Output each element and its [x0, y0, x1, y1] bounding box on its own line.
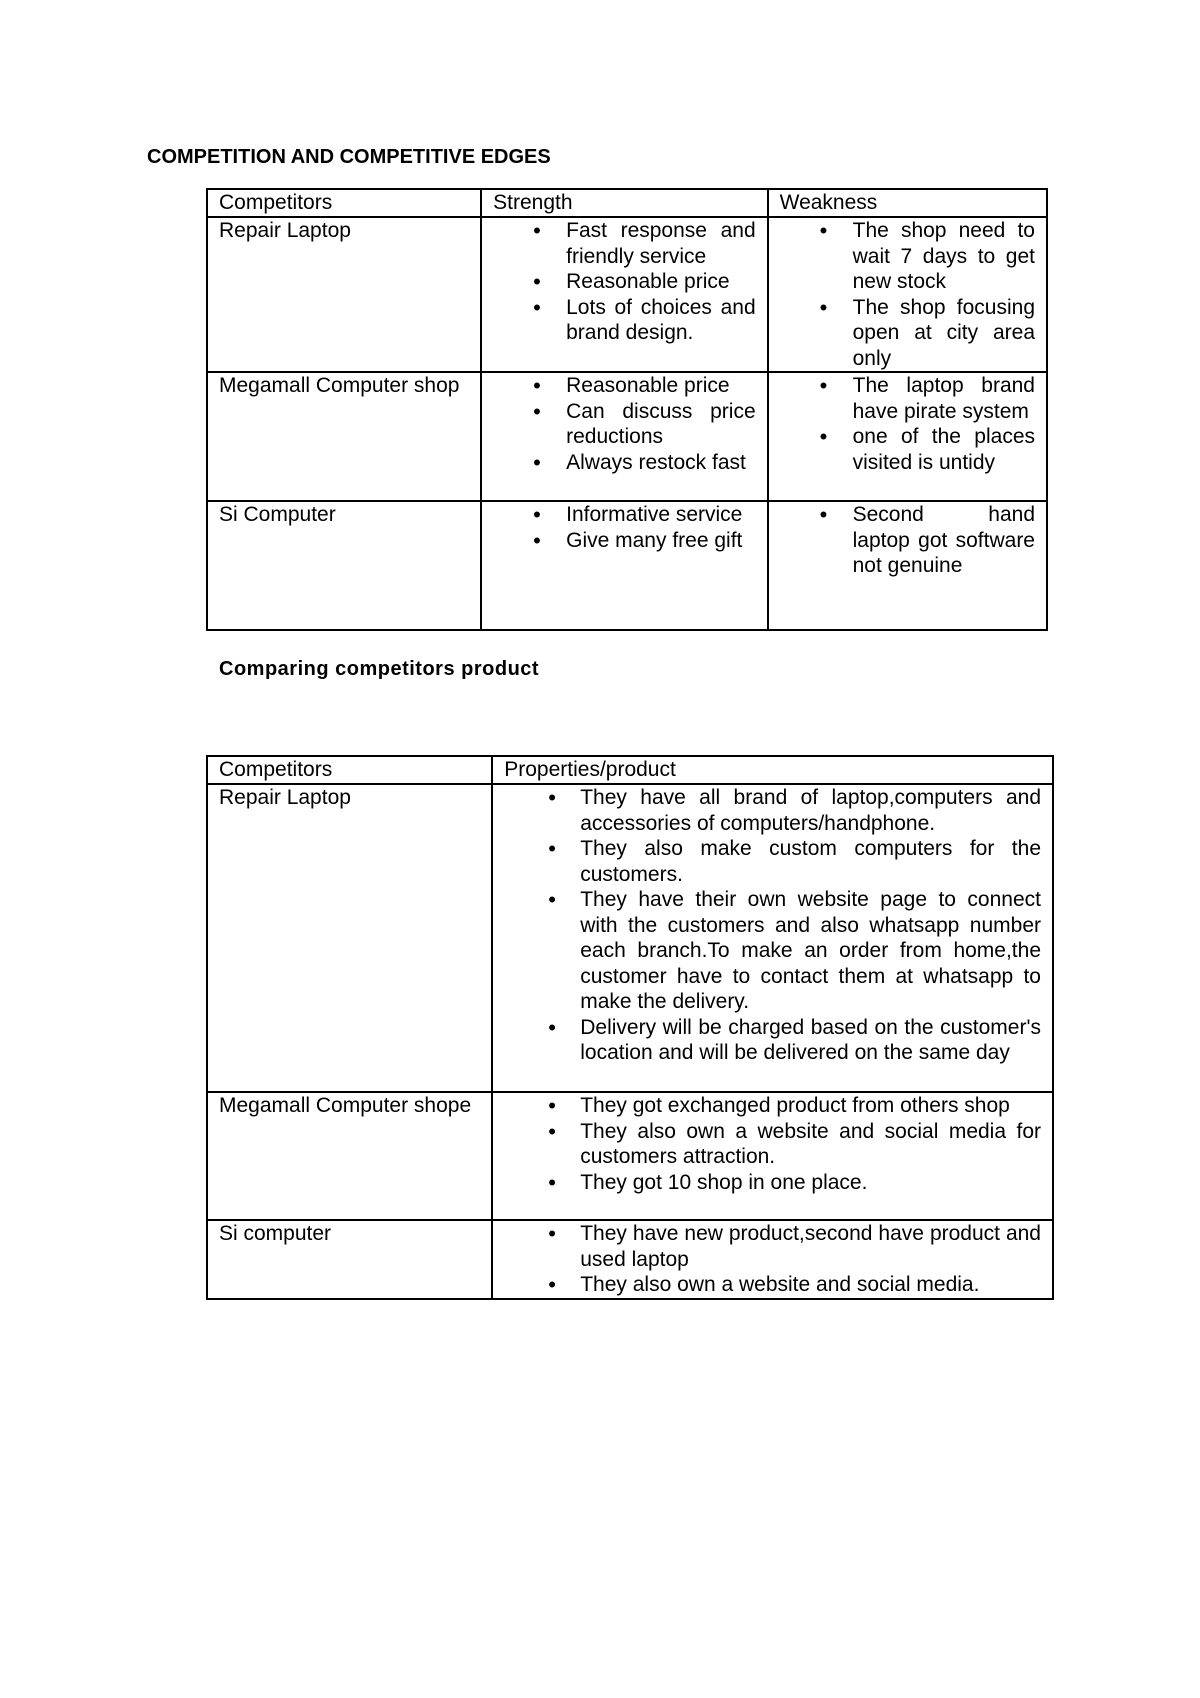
list-item: • Delivery will be charged based on the customer's location and will be delivered on the same day [504, 1015, 1041, 1066]
list-item: • They also own a website and social media. [504, 1272, 1041, 1298]
list-item: • Always restock fast [493, 450, 756, 476]
list-item: • The shop need to wait 7 days to get new stock [780, 218, 1035, 295]
strength-list [493, 218, 756, 346]
list-item: • The shop focusing open at city area only [780, 295, 1035, 372]
table-row [207, 1220, 1053, 1299]
strength-cell [481, 372, 768, 501]
list-item: • They have all brand of laptop,computers and accessories of computers/handphone. [504, 785, 1041, 836]
list-item: • They also own a website and social media for customers attraction. [504, 1119, 1041, 1170]
competitor-name: Repair Laptop [207, 217, 481, 372]
list-item: • The laptop brand have pirate system [780, 373, 1035, 424]
competitor-name: Repair Laptop [207, 784, 492, 1092]
list-item: • They have new product,second have product and used laptop [504, 1221, 1041, 1272]
list-item: • Lots of choices and brand design. [493, 295, 756, 346]
column-header-competitors: Competitors [207, 189, 481, 217]
table-header-row [207, 189, 1047, 217]
competitor-name: Si Computer [207, 501, 481, 630]
page-title: COMPETITION AND COMPETITIVE EDGES [147, 146, 551, 168]
competitor-name: Megamall Computer shop [207, 372, 481, 501]
section-subheading: Comparing competitors product [219, 658, 540, 680]
weakness-cell [768, 372, 1047, 501]
table-row [207, 1092, 1053, 1220]
properties-list [504, 1093, 1041, 1195]
properties-cell [492, 1092, 1053, 1220]
list-item: • Second hand laptop got software not genuine [780, 502, 1035, 579]
strength-cell [481, 217, 768, 372]
competitor-name: Si computer [207, 1220, 492, 1299]
table-row [207, 372, 1047, 501]
strength-list [493, 502, 756, 553]
column-header-competitors: Competitors [207, 756, 492, 784]
column-header-strength: Strength [481, 189, 768, 217]
properties-cell [492, 1220, 1053, 1299]
list-item: • They got exchanged product from others shop [504, 1093, 1041, 1119]
competition-table [206, 188, 1048, 631]
properties-cell [492, 784, 1053, 1092]
list-item: • Reasonable price [493, 373, 756, 399]
column-header-weakness: Weakness [768, 189, 1047, 217]
weakness-list [780, 373, 1035, 475]
properties-list [504, 1221, 1041, 1298]
list-item: • Fast response and friendly service [493, 218, 756, 269]
list-item: • They have their own website page to connect with the customers and also whatsapp number each branch.To make an order from home,the customer have to contact them at whatsapp to make the delivery. [504, 887, 1041, 1015]
table-row [207, 217, 1047, 372]
properties-list [504, 785, 1041, 1066]
strength-cell [481, 501, 768, 630]
column-header-properties: Properties/product [492, 756, 1053, 784]
strength-list [493, 373, 756, 475]
weakness-cell [768, 217, 1047, 372]
list-item: • one of the places visited is untidy [780, 424, 1035, 475]
list-item: • Can discuss price reductions [493, 399, 756, 450]
weakness-list [780, 502, 1035, 579]
table-row [207, 784, 1053, 1092]
competitor-name: Megamall Computer shope [207, 1092, 492, 1220]
list-item: • They got 10 shop in one place. [504, 1170, 1041, 1196]
weakness-list [780, 218, 1035, 371]
list-item: • Give many free gift [493, 528, 756, 554]
list-item: • Reasonable price [493, 269, 756, 295]
list-item: • They also make custom computers for the customers. [504, 836, 1041, 887]
weakness-cell [768, 501, 1047, 630]
table-header-row [207, 756, 1053, 784]
product-comparison-table [206, 755, 1054, 1300]
table-row [207, 501, 1047, 630]
list-item: • Informative service [493, 502, 756, 528]
